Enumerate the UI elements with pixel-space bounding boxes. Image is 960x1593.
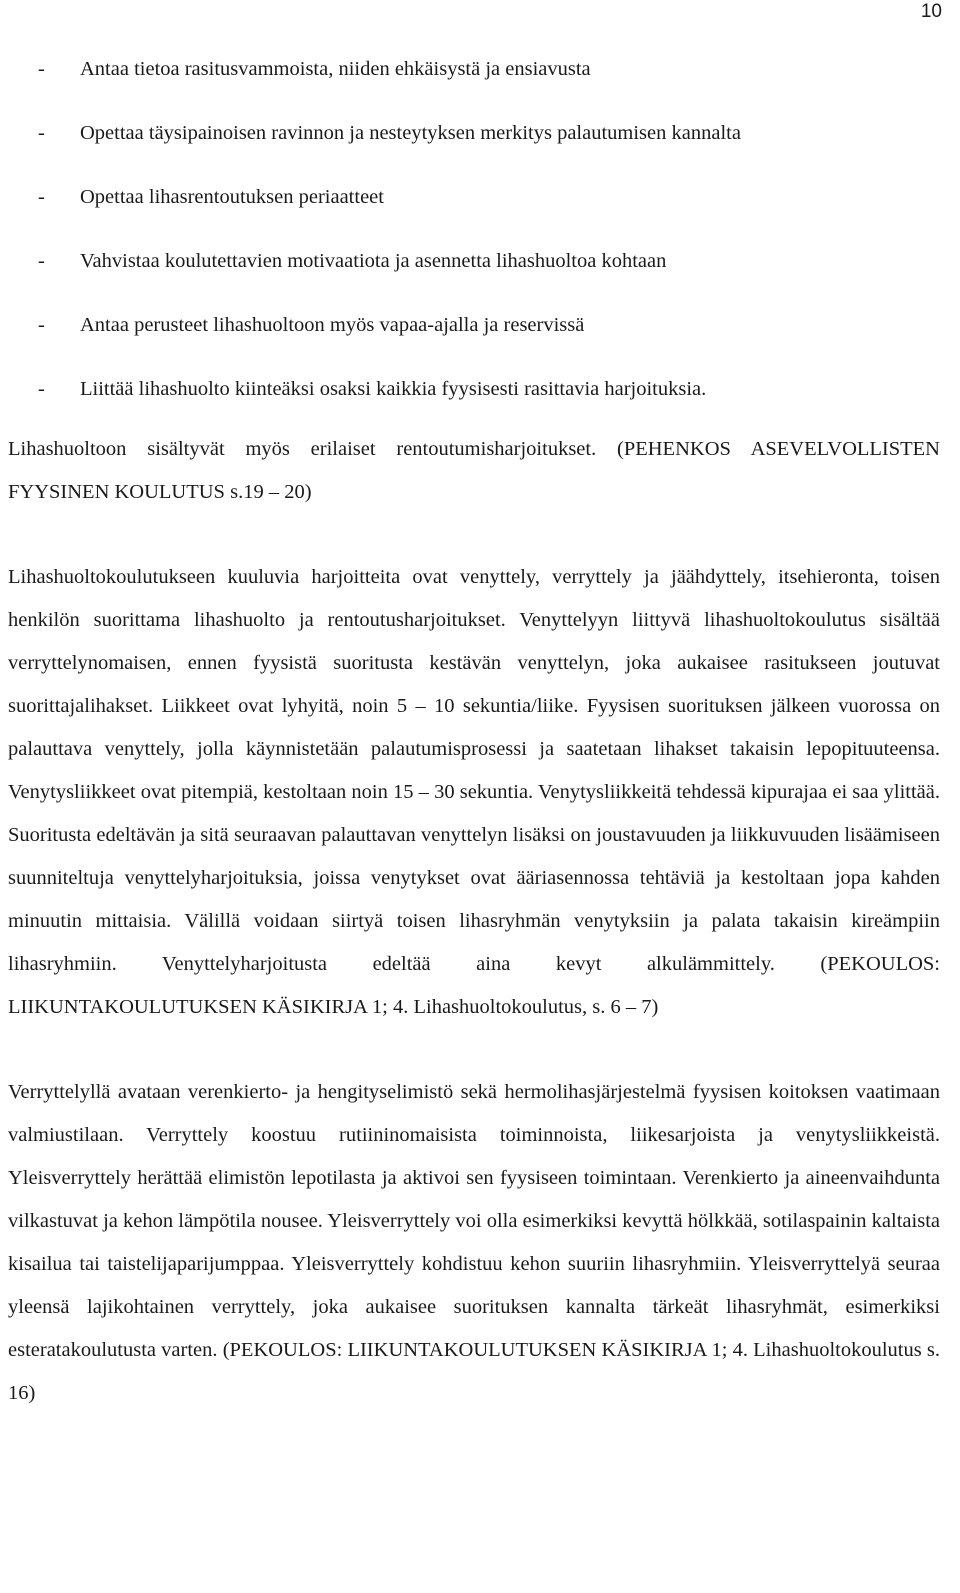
list-item-text: Liittää lihashuolto kiinteäksi osaksi kaikkia fyysisesti rasittavia harjoituksia.: [80, 378, 707, 400]
list-item-text: Vahvistaa koulutettavien motivaatiota ja asennetta lihashuoltoa kohtaan: [80, 250, 667, 272]
warmup-paragraph: Verryttelyllä avataan verenkierto- ja hengityselimistö sekä hermolihasjärjestelmä fyysisen koitoksen vaatimaan valmiustilaan. Verryttely koostuu rutiininomaisista toiminnoista, liikesarjoista ja venytysliikkeistä. Yleisverryttely herättää elimistön lepotilasta ja aktivoi sen fyysiseen toimintaan. Verenkierto ja aineenvaihdunta vilkastuvat ja kehon lämpötila nousee. Yleisverryttely voi olla esimerkiksi kevyttä hölkkää, sotilaspainin kaltaista kisailua tai taistelijaparijumppaa. Yleisverryttely kohdistuu kehon suuriin lihasryhmiin. Yleisverryttelyä seuraa yleensä lajikohtainen verryttely, joka aukaisee suorituksen kannalta tärkeät lihasryhmät, esimerkiksi esteratakoulutusta varten. (PEKOULOS: LIIKUNTAKOULUTUKSEN KÄSIKIRJA 1; 4. Lihashuoltokoulutus s. 16): [8, 1081, 940, 1404]
bullet-dash: -: [38, 122, 45, 144]
stretching-paragraph: Lihashuoltokoulutukseen kuuluvia harjoitteita ovat venyttely, verryttely ja jäähdyttely, itsehieronta, toisen henkilön suorittama lihashuolto ja rentoutusharjoitukset. Venyttelyyn liittyvä lihashuoltokoulutus sisältää verryttelynomaisen, ennen fyysistä suoritusta kestävän venyttelyn, joka aukaisee rasitukseen joutuvat suorittajalihakset. Liikkeet ovat lyhyitä, noin 5 – 10 sekuntia/liike. Fyysisen suorituksen jälkeen vuorossa on palauttava venyttely, jolla käynnistetään palautumisprosessi ja saatetaan lihakset takaisin lepopituuteensa. Venytysliikkeet ovat pitempiä, kestoltaan noin 15 – 30 sekuntia. Venytysliikkeitä tehdessä kipurajaa ei saa ylittää. Suoritusta edeltävän ja sitä seuraavan palauttavan venyttelyn lisäksi on joustavuuden ja liikkuvuuden lisäämiseen suunniteltuja venyttelyharjoituksia, joissa venytykset ovat ääriasennossa tehtäviä ja kestoltaan jopa kahden minuutin mittaisia. Välillä voidaan siirtyä toisen lihasryhmän venytyksiin ja palata takaisin kireämpiin lihasryhmiin. Venyttelyharjoitusta edeltää aina kevyt alkulämmittely. (PEKOULOS: LIIKUNTAKOULUTUKSEN KÄSIKIRJA 1; 4. Lihashuoltokoulutus, s. 6 – 7): [8, 566, 940, 1018]
bullet-dash: -: [38, 378, 45, 400]
list-item: [8, 48, 940, 112]
intro-paragraph: Lihashuoltoon sisältyvät myös erilaiset rentoutumisharjoitukset. (PEHENKOS ASEVELVOLLISTEN FYYSINEN KOULUTUS s.19 – 20): [8, 438, 940, 503]
list-item: [8, 368, 940, 432]
list-item-text: Antaa tietoa rasitusvammoista, niiden ehkäisystä ja ensiavusta: [80, 58, 591, 80]
list-item: [8, 176, 940, 240]
page-number: 10: [920, 1, 942, 22]
bullet-dash: -: [38, 314, 45, 336]
bullet-dash: -: [38, 58, 45, 80]
list-item-text: Antaa perusteet lihashuoltoon myös vapaa-ajalla ja reservissä: [80, 314, 585, 336]
list-item: [8, 304, 940, 368]
objectives-list: [8, 48, 940, 432]
document-body: [8, 48, 940, 1415]
bullet-dash: -: [38, 250, 45, 272]
bullet-dash: -: [38, 186, 45, 208]
list-item: [8, 112, 940, 176]
list-item-text: Opettaa lihasrentoutuksen periaatteet: [80, 186, 384, 208]
list-item: [8, 240, 940, 304]
list-item-text: Opettaa täysipainoisen ravinnon ja nesteytyksen merkitys palautumisen kannalta: [80, 122, 741, 144]
